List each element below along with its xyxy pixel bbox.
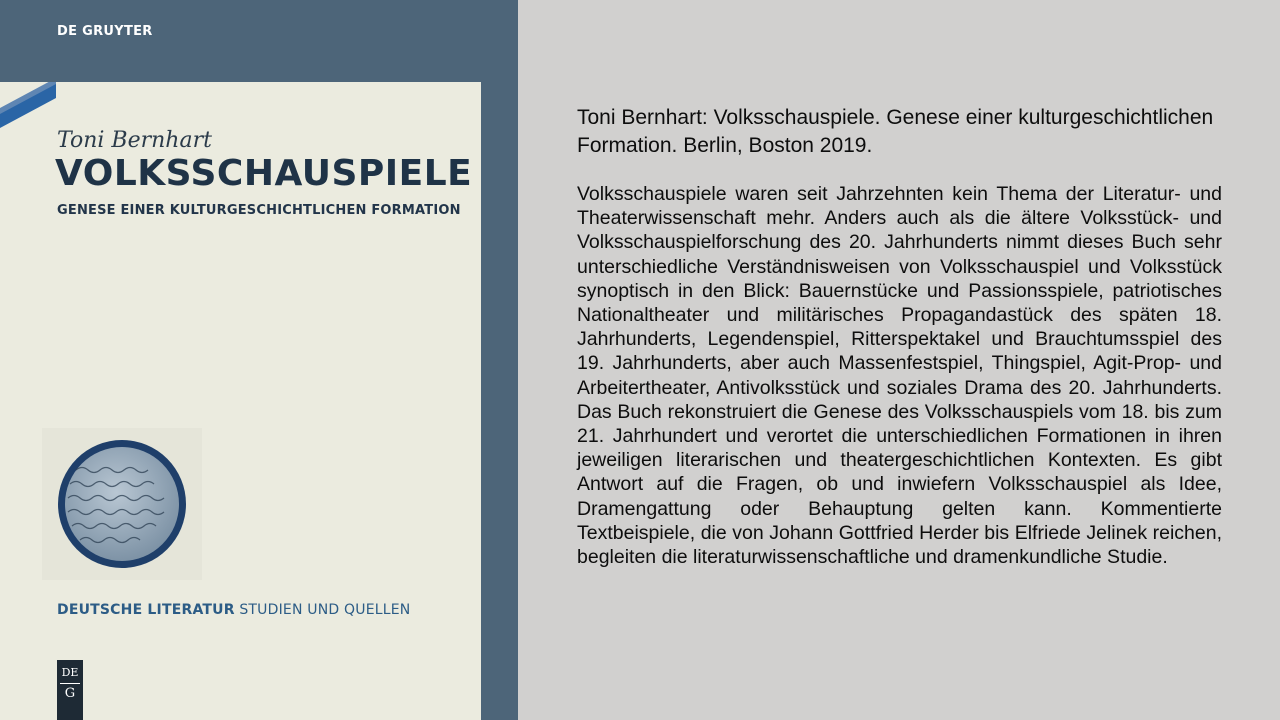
cover-subtitle: GENESE EINER KULTURGESCHICHTLICHEN FORMATION (57, 203, 461, 218)
cover-author: Toni Bernhart (57, 128, 212, 153)
book-cover (0, 0, 518, 720)
manuscript-emblem (42, 428, 202, 580)
publisher-logo (57, 660, 83, 720)
cover-accent-stripe (0, 82, 56, 130)
series-title-bold: DEUTSCHE LITERATUR (57, 602, 235, 618)
slide-body: Volksschauspiele waren seit Jahrzehnten kein Thema der Literatur- und Theaterwissenschaft mehr. Anders auch als die ältere Volksstück- und Volksschauspielforschung des 20. Jahrhunderts nimmt dieses Buch sehr unterschiedliche Verständnisweisen von Volksschauspiel und Volksstück synoptisch in den Blick: Bauernstücke und Passionsspiele, patriotisches Nationaltheater und militärisches Propagandastück des späten 18. Jahrhunderts, Legendenspiel, Ritterspektakel und Brauchtumsspiel des 19. Jahrhunderts, aber auch Massenfestspiel, Thingspiel, Agit-Prop- und Arbeitertheater, Antivolksstück und soziales Drama des 20. Jahrhunderts. Das Buch rekonstruiert die Genese des Volksschauspiels vom 18. bis zum 21. Jahrhundert und verortet die unterschiedlichen Formationen in ihren jeweiligen literarischen und theatergeschichtlichen Kontexten. Es gibt Antwort auf die Fragen, ob und inwiefern Volksschauspiel als Idee, Dramengattung oder Behauptung gelten kann. Kommentierte Textbeispiele, die von Johann Gottfried Herder bis Elfriede Jelinek reichen, begleiten die literaturwissenschaftliche und dramenkundliche Studie. (577, 183, 1222, 569)
publisher-name: DE GRUYTER (57, 24, 153, 39)
handwriting-magnifier-icon (42, 428, 202, 580)
series-title-rest: STUDIEN UND QUELLEN (234, 602, 411, 618)
cover-title: VOLKSSCHAUSPIELE (55, 153, 473, 194)
logo-bottom-letter: G (64, 686, 76, 701)
series-title (57, 602, 410, 618)
slide-text (577, 104, 1222, 569)
logo-top-letters: DE (61, 666, 79, 679)
logo-divider (60, 683, 80, 684)
slide-heading: Toni Bernhart: Volksschauspiele. Genese einer kulturgeschichtlichen Formation. Berlin, Boston 2019. (577, 106, 1214, 157)
